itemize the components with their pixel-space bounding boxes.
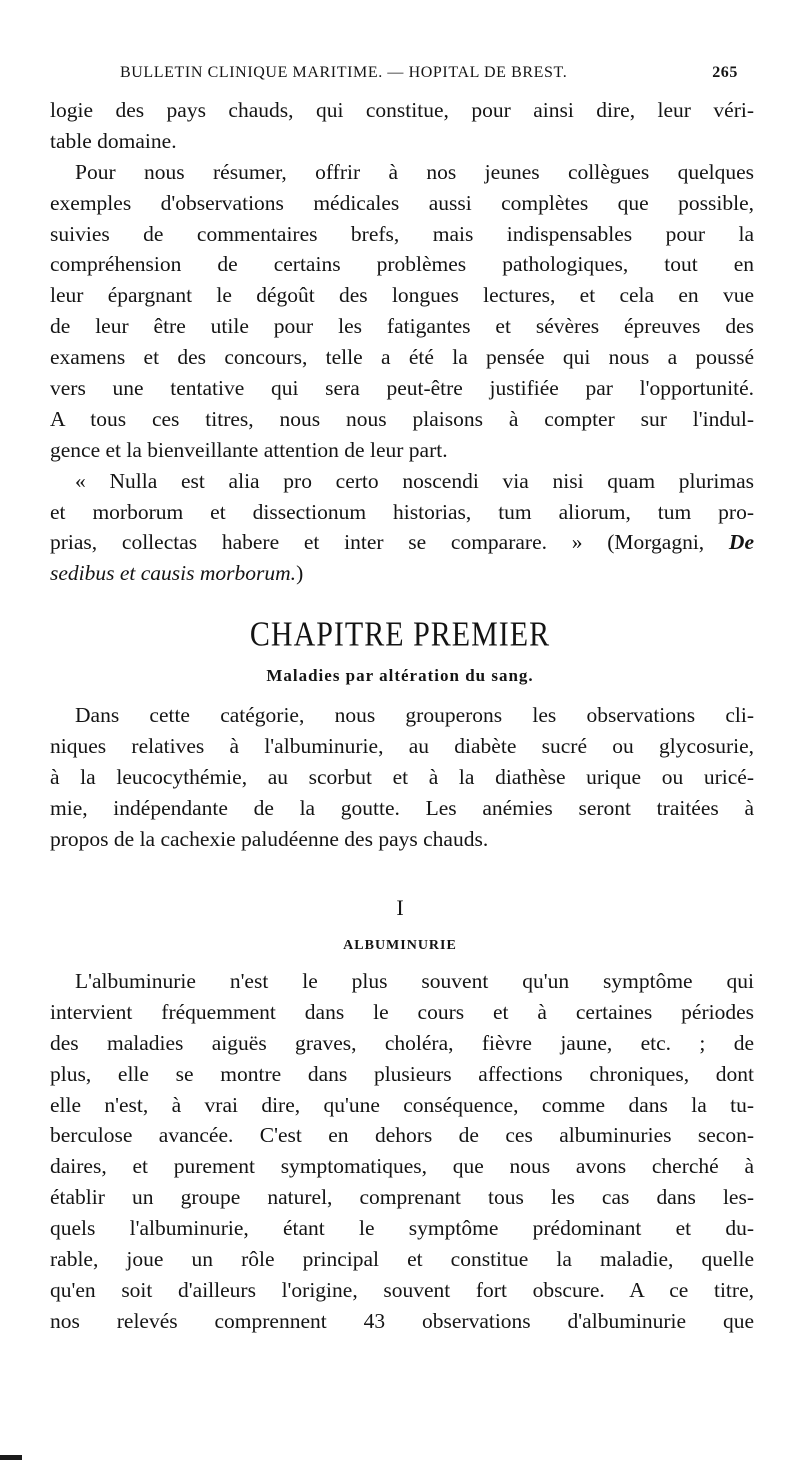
text-line: gence et la bienveillante attention de leur part. — [50, 437, 448, 462]
running-head — [120, 64, 738, 86]
text-line: exemples d'observations médicales aussi complètes que possible, — [50, 190, 754, 215]
text-line: suivies de commentaires brefs, mais indispensables pour la — [50, 221, 754, 246]
text-line: intervient fréquemment dans le cours et à certaines périodes — [50, 999, 754, 1024]
text-line: examens et des concours, telle a été la pensée qui nous a poussé — [50, 345, 754, 370]
text-line: qu'en soit d'ailleurs l'origine, souvent fort obscure. A ce titre, — [50, 1277, 754, 1302]
text-line: de leur être utile pour les fatigantes et sévères épreuves des — [50, 314, 754, 339]
text-line: quels l'albuminurie, étant le symptôme prédominant et du- — [50, 1216, 754, 1241]
section-text — [50, 966, 754, 1337]
text-line: logie des pays chauds, qui constitue, pour ainsi dire, leur véri- — [50, 98, 754, 122]
text-line: A tous ces titres, nous nous plaisons à compter sur l'indul- — [50, 406, 754, 431]
text-line: mie, indépendante de la goutte. Les anémies seront traitées à — [50, 795, 754, 820]
running-title: BULLETIN CLINIQUE MARITIME. — HOPITAL DE BREST. — [120, 64, 568, 81]
text-line: Dans cette catégorie, nous grouperons les observations cli- — [75, 703, 754, 727]
section-title: ALBUMINURIE — [343, 938, 457, 953]
text-line: nos relevés comprennent 43 observations d'albuminurie que — [50, 1308, 754, 1333]
text-line: rable, joue un rôle principal et constitue la maladie, quelle — [50, 1247, 754, 1272]
text-line: compréhension de certains problèmes pathologiques, tout en — [50, 252, 754, 277]
text-line: leur épargnant le dégoût des longues lectures, et cela en vue — [50, 283, 754, 308]
text-line: elle n'est, à vrai dire, qu'une conséquence, comme dans la tu- — [50, 1092, 754, 1117]
scan-edge-mark — [0, 1455, 22, 1460]
chapter-heading: CHAPITRE PREMIER — [249, 615, 551, 654]
text-line: berculose avancée. C'est en dehors de ces albuminuries secon- — [50, 1123, 754, 1148]
text-line: propos de la cachexie paludéenne des pays chauds. — [50, 826, 489, 851]
page-number: 265 — [712, 64, 738, 81]
text-line: à la leucocythémie, au scorbut et à la diathèse urique ou uricé- — [50, 764, 754, 789]
quote-attribution-line — [50, 527, 754, 558]
quote-source-title-end: sedibus et causis morborum. — [50, 561, 297, 586]
text-line: L'albuminurie n'est le plus souvent qu'un symptôme qui — [75, 969, 754, 993]
text-line: des maladies aiguës graves, choléra, fièvre jaune, etc. ; de — [50, 1030, 754, 1055]
text-line: et morborum et dissectionum historias, tum aliorum, tum pro- — [50, 499, 754, 524]
text-line: établir un groupe naturel, comprenant tous les cas dans les- — [50, 1185, 754, 1210]
text-line: vers une tentative qui sera peut-être justifiée par l'opportunité. — [50, 376, 754, 401]
intro-text — [50, 95, 754, 589]
quote-source-close: ) — [296, 561, 304, 586]
text-line: « Nulla est alia pro certo noscendi via nisi quam plurimas — [75, 468, 754, 493]
section-number: I — [396, 895, 404, 920]
text-line: table domaine. — [50, 128, 177, 153]
text-line: daires, et purement symptomatiques, que nous avons cherché à — [50, 1154, 754, 1179]
text-line: niques relatives à l'albuminurie, au diabète sucré ou glycosurie, — [50, 733, 754, 758]
quote-source-line — [50, 558, 754, 589]
text-fragment: prias, collectas habere et inter se comparare. » (Morgagni, — [50, 530, 705, 555]
chapter-intro-text — [50, 700, 754, 854]
text-line: Pour nous résumer, offrir à nos jeunes collègues quelques — [75, 159, 754, 184]
quote-source-title-start: De — [728, 530, 754, 555]
chapter-subtitle: Maladies par altération du sang. — [266, 666, 534, 685]
text-line: plus, elle se montre dans plusieurs affections chroniques, dont — [50, 1061, 754, 1086]
